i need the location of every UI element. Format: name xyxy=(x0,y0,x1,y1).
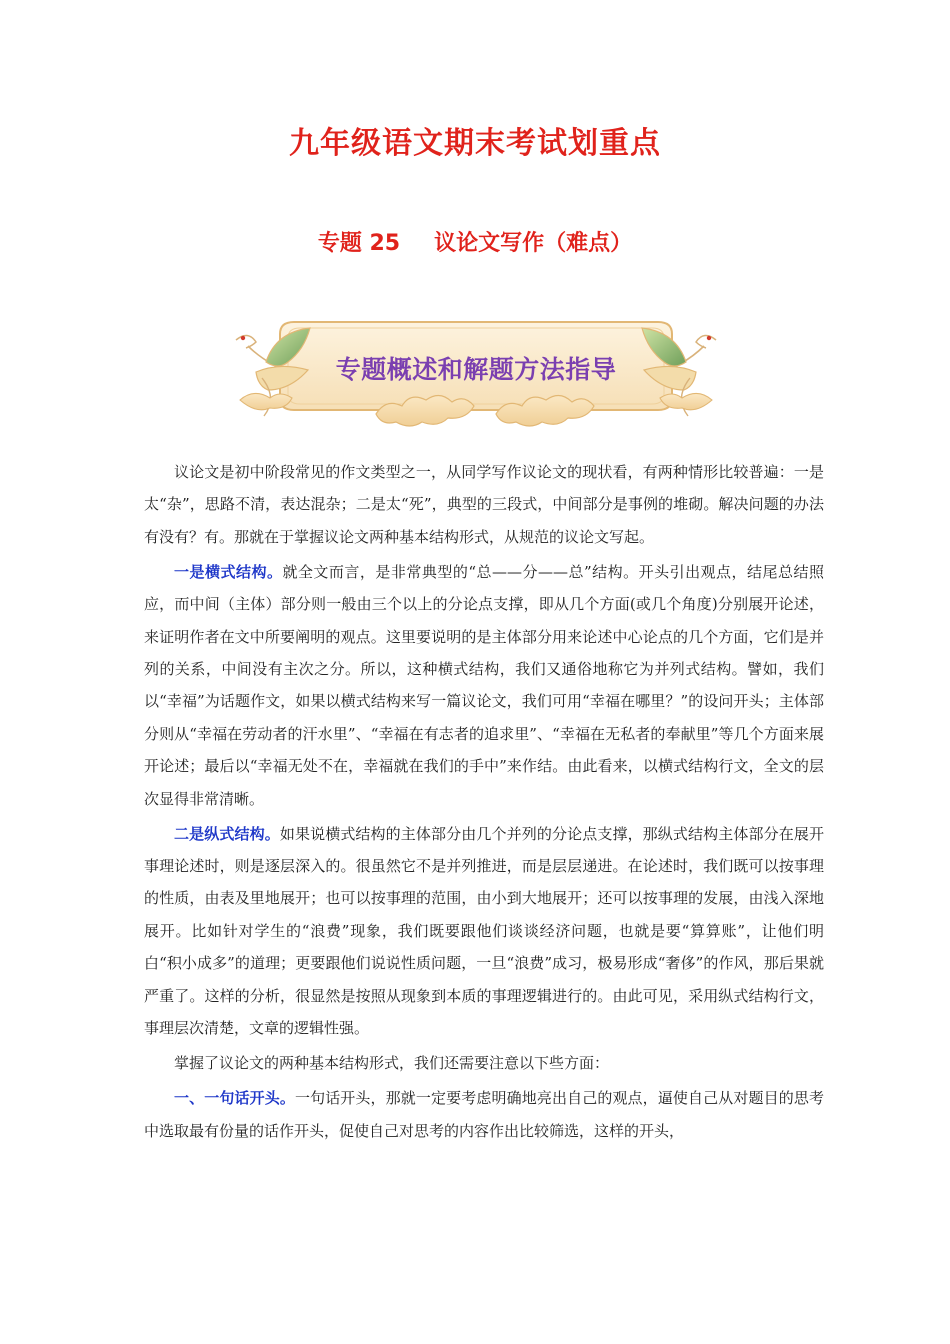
document-subtitle xyxy=(0,226,950,257)
paragraph-lead-heading: 一、一句话开头。 xyxy=(174,1089,295,1108)
paragraph-lead-heading: 二是纵式结构。 xyxy=(174,824,280,843)
subtitle-topic-name: 议论文写作（难点） xyxy=(434,231,633,256)
paragraph-lead-heading: 一是横式结构。 xyxy=(174,562,283,581)
paragraph-intro xyxy=(144,456,824,553)
article-body xyxy=(144,456,824,1150)
paragraph-transition xyxy=(144,1047,824,1079)
paragraph-one-sentence-opening xyxy=(144,1082,824,1147)
paragraph-text: 就全文而言，是非常典型的“总——分——总”结构。开头引出观点，结尾总结照应，而中间（主体）部分则一般由三个以上的分论点支撑，即从几个方面(或几个角度)分别展开论述，来证明作者在文中所要阐明的观点。这里要说明的是主体部分用来论述中心论点的几个方面，它们是并列的关系，中间没有主次之分。所以，这种横式结构，我们又通俗地称它为并列式结构。譬如，我们以“幸福”为话题作文，如果以横式结构来写一篇议论文，我们可用“幸福在哪里？”的设问开头；主体部分则从“幸福在劳动者的汗水里”、“幸福在有志者的追求里”、“幸福在无私者的奉献里”等几个方面来展开论述；最后以“幸福无处不在，幸福就在我们的手中”来作结。由此看来，以横式结构行文，全文的层次显得非常清晰。 xyxy=(144,562,824,808)
banner-label: 专题概述和解题方法指导 xyxy=(335,355,617,384)
paragraph-vertical-structure xyxy=(144,818,824,1045)
paragraph-horizontal-structure xyxy=(144,556,824,815)
section-banner xyxy=(226,316,726,434)
paragraph-text: 如果说横式结构的主体部分由几个并列的分论点支撑，那纵式结构主体部分在展开事理论述时，则是逐层深入的。很虽然它不是并列推进，而是层层递进。在论述时，我们既可以按事理的性质，由表及里地展开；也可以按事理的范围，由小到大地展开；还可以按事理的发展，由浅入深地展开。比如针对学生的“浪费”现象，我们既要跟他们谈谈经济问题，也就是要“算算账”，让他们明白“积小成多”的道理；更要跟他们说说性质问题，一旦“浪费”成习，极易形成“奢侈”的作风，那后果就严重了。这样的分析，很显然是按照从现象到本质的事理逻辑进行的。由此可见，采用纵式结构行文，事理层次清楚，文章的逻辑性强。 xyxy=(144,824,824,1038)
paragraph-text: 一句话开头，那就一定要考虑明确地亮出自己的观点，逼使自己从对题目的思考中选取最有份量的话作开头，促使自己对思考的内容作出比较筛选，这样的开头， xyxy=(144,1089,824,1140)
document-title: 九年级语文期末考试划重点 xyxy=(289,126,661,161)
paragraph-text: 掌握了议论文的两种基本结构形式，我们还需要注意以下些方面： xyxy=(174,1054,610,1073)
subtitle-topic-number: 专题 25 xyxy=(317,231,401,256)
paragraph-text: 议论文是初中阶段常见的作文类型之一，从同学写作议论文的现状看，有两种情形比较普遍：一是太“杂”，思路不清，表达混杂；二是太“死”，典型的三段式，中间部分是事例的堆砌。解决问题的办法有没有？有。那就在于掌握议论文两种基本结构形式，从规范的议论文写起。 xyxy=(144,463,824,546)
